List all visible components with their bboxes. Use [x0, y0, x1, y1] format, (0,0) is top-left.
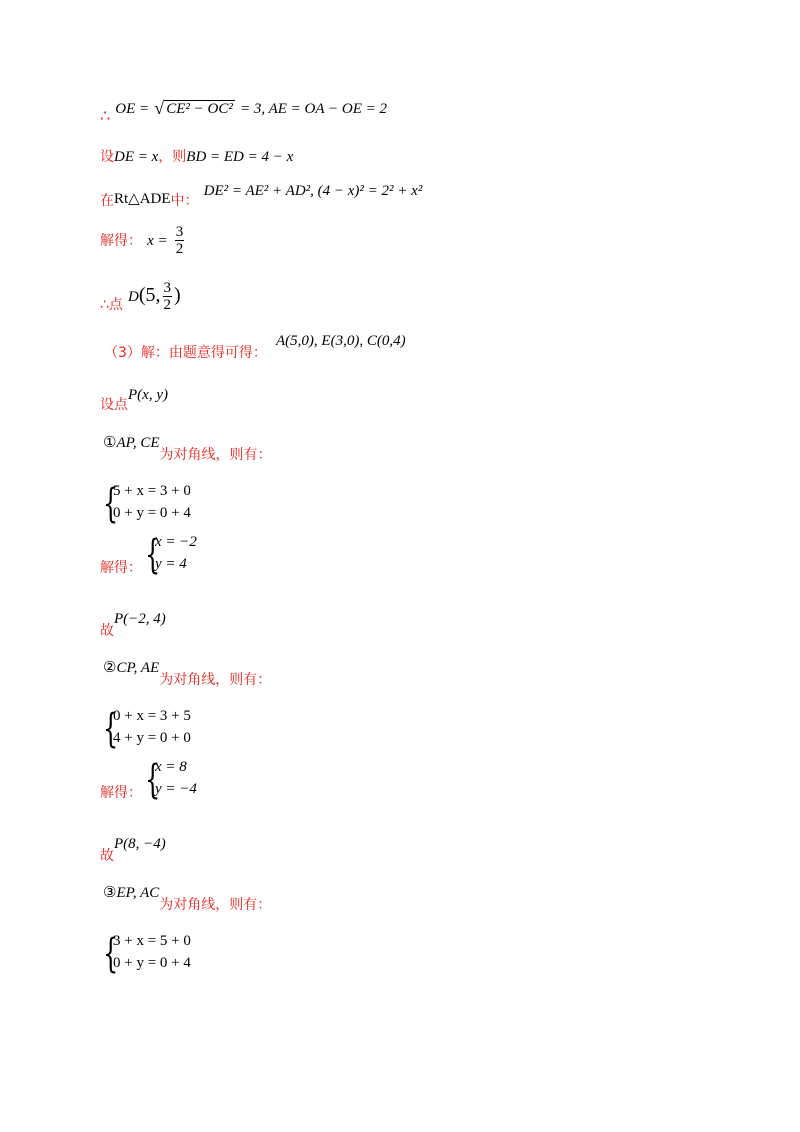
case3-suffix: 为对角线，则有： — [159, 897, 272, 913]
case2-brace: { — [103, 706, 119, 752]
case2-equation-system — [103, 707, 223, 751]
pythag-line — [100, 180, 423, 209]
case3-eq1: 3 + x = 5 + 0 — [113, 933, 191, 949]
case1-brace: { — [103, 481, 119, 527]
case1-diagonals: AP, CE — [116, 435, 160, 451]
point-d-frac-num: 3 — [163, 280, 172, 296]
oe-formula-left: OE = — [115, 101, 150, 117]
x-fraction — [175, 224, 185, 257]
in-suffix: 中： — [170, 193, 199, 209]
point-d-fraction — [163, 280, 173, 313]
in-prefix: 在 — [100, 193, 114, 209]
therefore-symbol: ∴ — [100, 106, 111, 125]
case2-sol1: x = 8 — [155, 759, 187, 775]
case1-suffix: 为对角线，则有： — [159, 447, 272, 463]
case3-brace: { — [103, 931, 119, 977]
oe-formula-right: = 3, AE = OA − OE = 2 — [239, 101, 387, 117]
case2-sol2: y = −4 — [155, 781, 197, 797]
case2-diagonals: CP, AE — [116, 660, 160, 676]
oe-radicand: CE² − OC² — [166, 101, 233, 117]
case2-result: P(8, −4) — [114, 836, 166, 852]
case3-eq2: 0 + y = 0 + 4 — [113, 955, 191, 971]
part3-line — [104, 330, 406, 361]
case2-solve-label: 解得： — [100, 785, 142, 801]
let-point-line — [100, 384, 168, 413]
case3-equation-system — [103, 932, 223, 976]
point-d-close: ) — [174, 284, 181, 306]
oe-sqrt: √ CE² − OC² — [154, 98, 233, 118]
case1-eq2: 0 + y = 0 + 4 — [113, 505, 191, 521]
case3-diagonals: EP, AC — [116, 885, 160, 901]
case1-equation-system — [103, 482, 223, 526]
triangle-name: Rt△ADE — [114, 191, 171, 207]
case1-solve-label: 解得： — [100, 560, 142, 576]
point-d-open: (5, — [138, 284, 161, 306]
case1-sol2: y = 4 — [155, 556, 187, 572]
case1-marker: ① — [103, 433, 117, 451]
let-point-prefix: 设点 — [100, 397, 128, 413]
case2-result-line — [100, 833, 166, 864]
case2-suffix: 为对角线，则有： — [159, 672, 272, 688]
point-prefix: ∴点 — [100, 297, 123, 313]
solve-label: 解得： — [100, 233, 142, 249]
let-prefix: 设 — [100, 149, 114, 165]
point-d-frac-den: 2 — [163, 297, 172, 313]
case1-solution-system — [145, 533, 225, 577]
point-d-label: D — [128, 289, 139, 305]
case2-eq1: 0 + x = 3 + 5 — [113, 708, 191, 724]
pythag-formula: DE² = AE² + AD², (4 − x)² = 2² + x² — [203, 183, 423, 199]
x-frac-num: 3 — [175, 224, 184, 240]
case1-eq1: 5 + x = 3 + 0 — [113, 483, 191, 499]
case2-solution-system — [145, 758, 225, 802]
oe-line — [100, 98, 387, 125]
case1-sol1: x = −2 — [155, 534, 197, 550]
p-xy: P(x, y) — [128, 387, 168, 403]
case3-header — [103, 882, 272, 913]
case1-header — [103, 432, 272, 463]
let-line — [100, 146, 293, 166]
case1-result-line — [100, 608, 166, 639]
then-formula: BD = ED = 4 − x — [186, 149, 294, 165]
case1-hence: 故 — [100, 623, 114, 639]
part3-label: （3）解：由题意得可得： — [104, 345, 267, 361]
case1-solution-brace: { — [145, 532, 161, 578]
part3-points: A(5,0), E(3,0), C(0,4) — [276, 333, 406, 349]
case2-header — [103, 657, 272, 688]
solve-x-line — [100, 224, 186, 257]
x-frac-den: 2 — [175, 241, 184, 257]
point-d-line — [100, 280, 181, 313]
case3-marker: ③ — [103, 883, 117, 901]
case2-marker: ② — [103, 658, 117, 676]
let-formula: DE = x — [114, 149, 159, 165]
x-equals: x = — [147, 233, 168, 249]
case1-result: P(−2, 4) — [114, 611, 166, 627]
case2-hence: 故 — [100, 848, 114, 864]
case2-eq2: 4 + y = 0 + 0 — [113, 730, 191, 746]
case2-solution-brace: { — [145, 757, 161, 803]
then-word: ，则 — [158, 149, 187, 165]
